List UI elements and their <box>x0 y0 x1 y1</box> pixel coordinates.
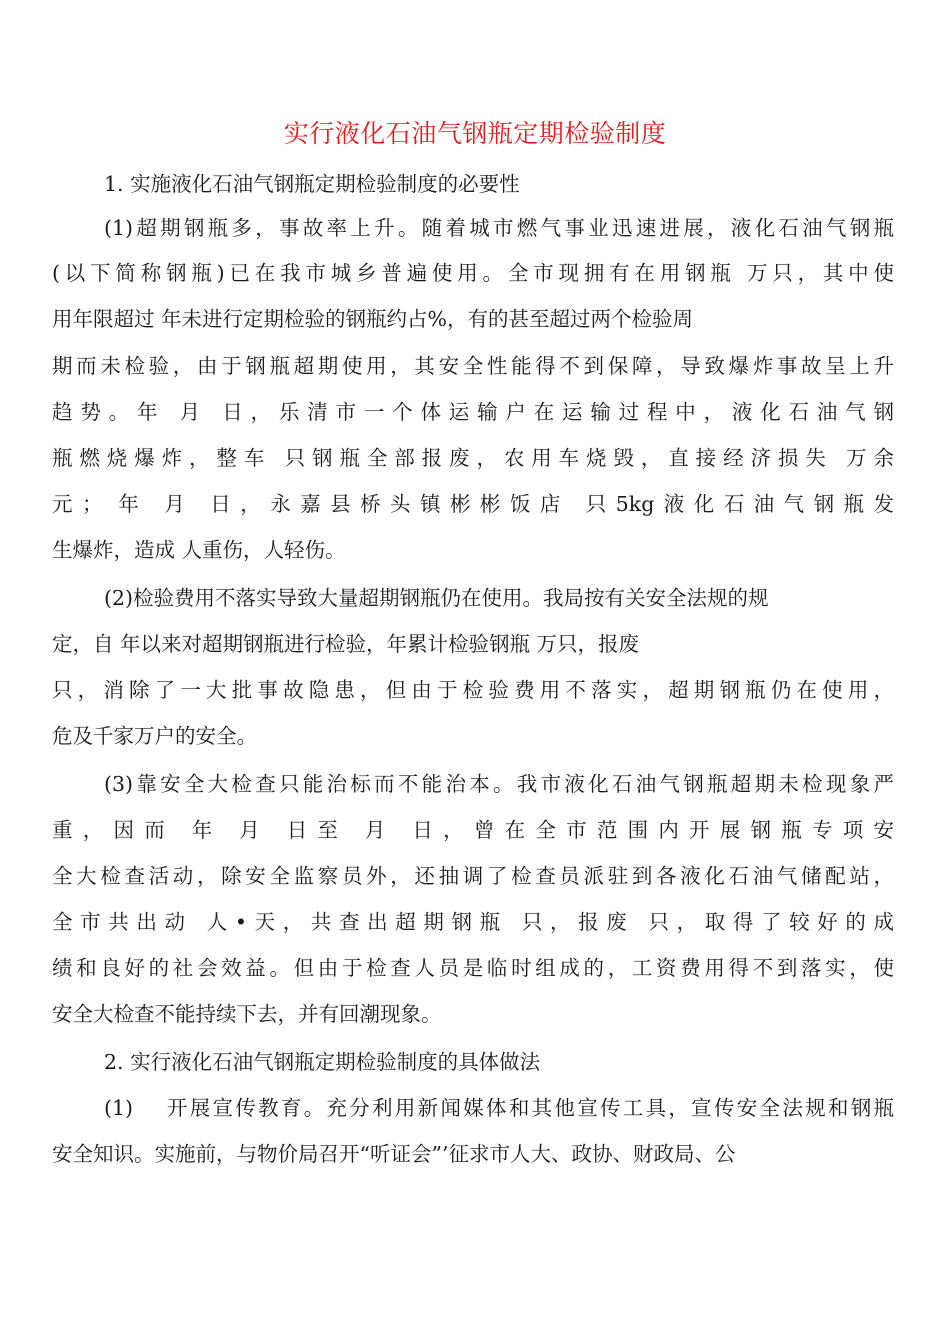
paragraph-line: 安全大检查不能持续下去，并有回潮现象。 <box>52 1002 442 1026</box>
paragraph-line: 全市共出动 人•天，共查出超期钢瓶 只，报废 只，取得了较好的成 <box>52 910 894 934</box>
paragraph-line: 用年限超过 年未进行定期检验的钢瓶约占%，有的甚至超过两个检验周 <box>52 307 693 331</box>
paragraph-line: 生爆炸，造成 人重伤，人轻伤。 <box>52 538 346 562</box>
paragraph-line: 绩和良好的社会效益。但由于检查人员是临时组成的，工资费用得不到落实，使 <box>52 956 894 980</box>
paragraph-line: (以下简称钢瓶)已在我市城乡普遍使用。全市现拥有在用钢瓶 万只，其中使 <box>52 261 894 285</box>
paragraph-line: 危及千家万户的安全。 <box>52 724 257 748</box>
paragraph-line: 安全知识。实施前，与物价局召开“听证会”’征求市人大、政协、财政局、公 <box>52 1142 736 1166</box>
paragraph-line: 元； 年 月 日，永嘉县桥头镇彬彬饭店 只5kg液化石油气钢瓶发 <box>52 492 894 516</box>
paragraph-line: (1)超期钢瓶多，事故率上升。随着城市燃气事业迅速进展，液化石油气钢瓶 <box>104 216 894 240</box>
paragraph-line: 全大检查活动，除安全监察员外，还抽调了检查员派驻到各液化石油气储配站， <box>52 864 894 888</box>
paragraph-line: 趋势。年 月 日，乐清市一个体运输户在运输过程中，液化石油气钢 <box>52 400 894 424</box>
paragraph-line: 期而未检验，由于钢瓶超期使用，其安全性能得不到保障，导致爆炸事故呈上升 <box>52 354 894 378</box>
document-title: 实行液化石油气钢瓶定期检验制度 <box>283 119 667 148</box>
paragraph-line: 瓶燃烧爆炸，整车 只钢瓶全部报废，农用车烧毁，直接经济损失 万余 <box>52 446 894 470</box>
paragraph-line: 只，消除了一大批事故隐患，但由于检验费用不落实，超期钢瓶仍在使用， <box>52 678 894 702</box>
paragraph-line: (3)靠安全大检查只能治标而不能治本。我市液化石油气钢瓶超期未检现象严 <box>104 772 894 796</box>
paragraph-line: (2)检验费用不落实导致大量超期钢瓶仍在使用。我局按有关安全法规的规 <box>104 586 769 610</box>
section-heading-2: 2. 实行液化石油气钢瓶定期检验制度的具体做法 <box>104 1050 541 1074</box>
paragraph-line: 定，自 年以来对超期钢瓶进行检验，年累计检验钢瓶 万只，报废 <box>52 632 640 656</box>
section-heading-1: 1. 实施液化石油气钢瓶定期检验制度的必要性 <box>104 172 520 196</box>
paragraph-line: (1) 开展宣传教育。充分利用新闻媒体和其他宣传工具，宣传安全法规和钢瓶 <box>104 1096 894 1120</box>
paragraph-line: 重，因而 年 月 日至 月 日，曾在全市范围内开展钢瓶专项安 <box>52 818 894 842</box>
